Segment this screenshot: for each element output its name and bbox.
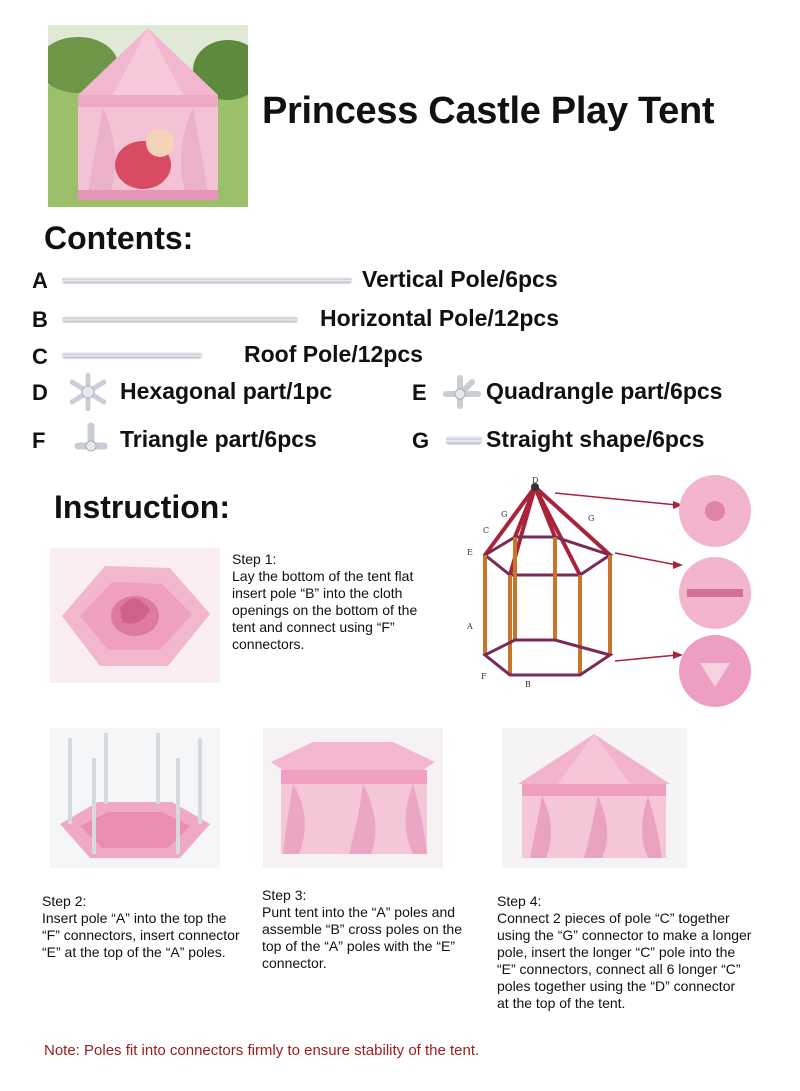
- step-2-text: Insert pole “A” into the top the “F” connectors, insert connector “E” at the top of the “A” poles.: [42, 910, 240, 960]
- diagram-label-g-left: G: [501, 510, 508, 519]
- step-3-photo: [263, 728, 443, 868]
- item-label-a: Vertical Pole/6pcs: [362, 266, 558, 292]
- diagram-label-e: E: [467, 548, 473, 557]
- triangle-connector-icon: [70, 420, 112, 458]
- vertical-pole-icon: [62, 277, 352, 283]
- item-letter-c: C: [32, 344, 48, 369]
- instruction-heading: Instruction:: [54, 489, 230, 525]
- page-title: Princess Castle Play Tent: [262, 90, 715, 132]
- item-label-f: Triangle part/6pcs: [120, 426, 317, 452]
- frame-diagram: [455, 475, 800, 715]
- step-2-title: Step 2:: [42, 893, 87, 909]
- item-letter-f: F: [32, 428, 46, 453]
- step-3-title: Step 3:: [262, 887, 307, 903]
- step-1-text: Lay the bottom of the tent flat insert pole “B” into the cloth openings on the bottom of the tent and connect using “F” connectors.: [232, 568, 418, 652]
- item-letter-g: G: [412, 428, 430, 453]
- step-3-text: Punt tent into the “A” poles and assemble “B” cross poles on the top of the “A” poles with the “E” connector.: [262, 904, 462, 971]
- step-4-title: Step 4:: [497, 893, 542, 909]
- hexagonal-connector-icon: [66, 372, 110, 412]
- item-letter-d: D: [32, 380, 48, 405]
- straight-connector-icon: [446, 436, 482, 444]
- item-label-e: Quadrangle part/6pcs: [486, 378, 723, 404]
- contents-heading: Contents:: [44, 220, 194, 256]
- quadrangle-connector-icon: [440, 372, 484, 412]
- stability-note: Note: Poles fit into connectors firmly to ensure stability of the tent.: [44, 1042, 480, 1059]
- diagram-label-d: D: [532, 476, 539, 485]
- diagram-label-g-right: G: [588, 514, 595, 523]
- diagram-label-a: A: [467, 622, 473, 631]
- diagram-label-c: C: [483, 526, 490, 535]
- item-letter-e: E: [412, 380, 427, 405]
- product-photo: [48, 25, 248, 207]
- horizontal-pole-icon: [62, 316, 298, 322]
- item-label-g: Straight shape/6pcs: [486, 426, 705, 452]
- diagram-label-b: B: [525, 680, 531, 689]
- item-letter-a: A: [32, 268, 48, 293]
- roof-pole-icon: [62, 352, 202, 358]
- item-label-b: Horizontal Pole/12pcs: [320, 305, 560, 331]
- step-4-photo: [502, 728, 687, 868]
- step-2-photo: [50, 728, 220, 868]
- step-1-photo: [50, 548, 220, 683]
- diagram-label-f: F: [481, 672, 487, 681]
- item-label-d: Hexagonal part/1pc: [120, 378, 333, 404]
- step-1-title: Step 1:: [232, 551, 277, 567]
- step-4-text: Connect 2 pieces of pole “C” together using the “G” connector to make a longer pole, insert the longer “C” pole into the “E” connectors, connect all 6 longer “C” poles together using the “D” connector at the top of the tent.: [497, 910, 752, 1011]
- item-label-c: Roof Pole/12pcs: [244, 341, 423, 367]
- item-letter-b: B: [32, 307, 48, 332]
